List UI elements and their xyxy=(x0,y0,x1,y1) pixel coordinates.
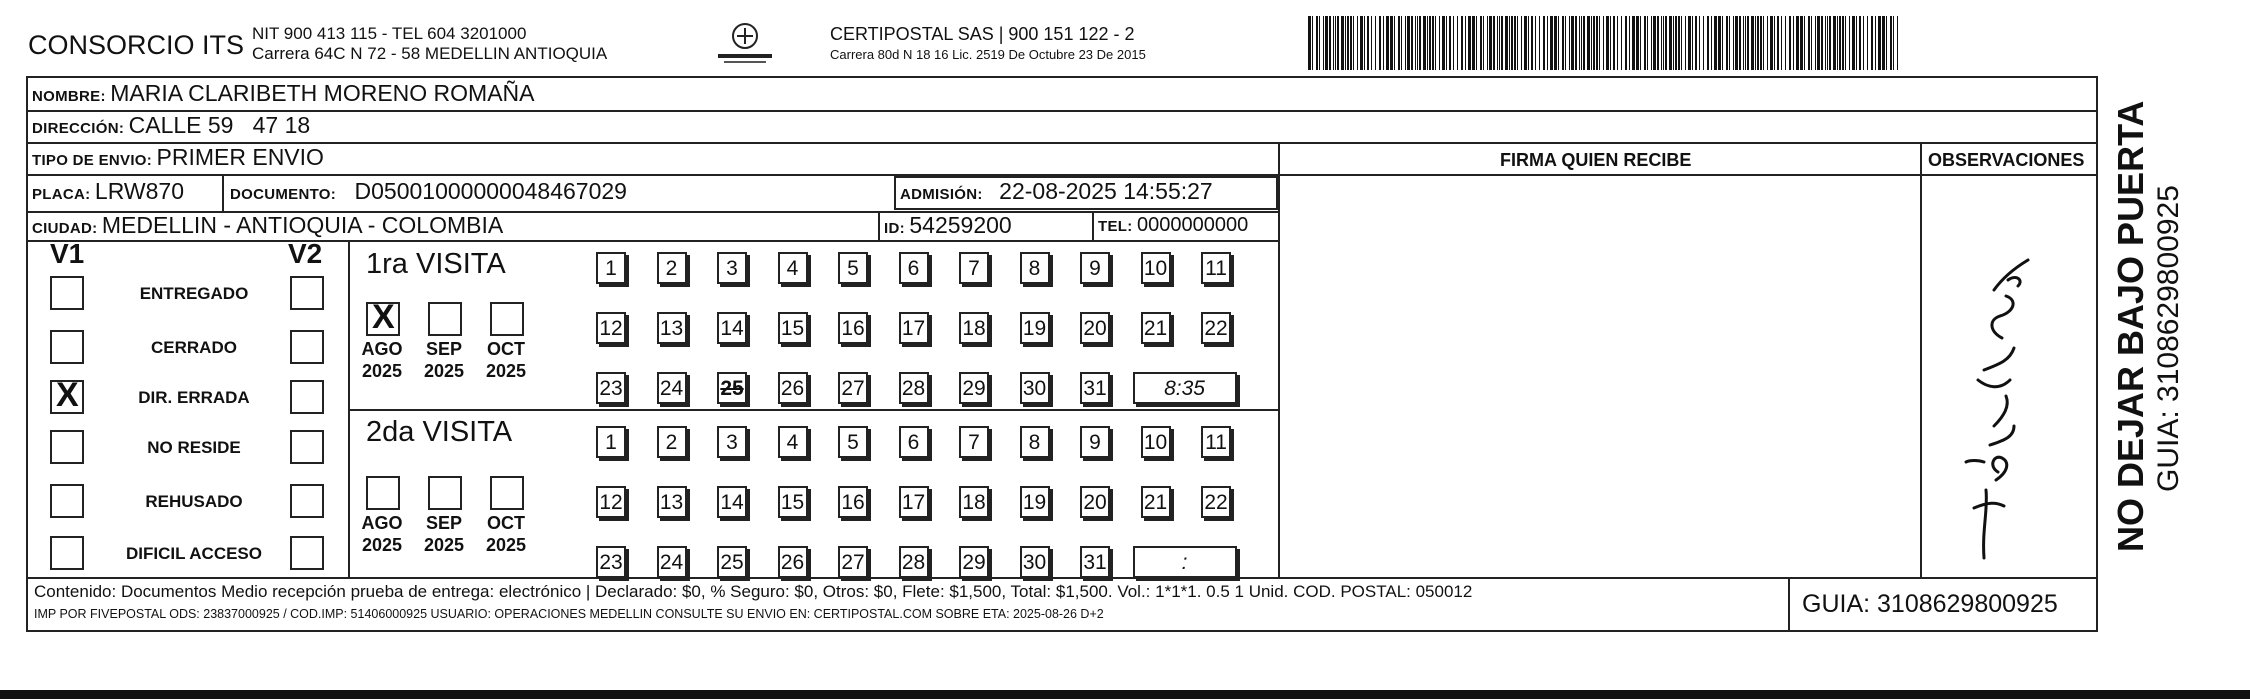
company-nit: NIT 900 413 115 - TEL 604 3201000 xyxy=(252,24,527,43)
visit1-day-15: 15 xyxy=(778,312,808,344)
footer-guia: GUIA: 3108629800925 xyxy=(1802,590,2058,618)
nombre-label: NOMBRE: xyxy=(32,88,106,105)
visit2-year-label-ago: 2025 xyxy=(361,535,403,555)
carrier-name: CERTIPOSTAL SAS | 900 151 122 - 2 xyxy=(830,24,1135,44)
visit2-day-28: 28 xyxy=(899,546,929,578)
visit1-day-4: 4 xyxy=(778,252,808,284)
visit1-day-16: 16 xyxy=(838,312,868,344)
carrier-info xyxy=(830,24,1146,65)
visit2-day-11: 11 xyxy=(1201,426,1231,458)
admision-value: 22-08-2025 14:55:27 xyxy=(999,178,1213,204)
v1-checkbox-entregado xyxy=(50,276,84,310)
visit1-day-17: 17 xyxy=(899,312,929,344)
tel-value: 0000000000 xyxy=(1136,214,1249,236)
visit2-day-7: 7 xyxy=(959,426,989,458)
v1-check-mark: X xyxy=(56,376,79,414)
visit1-day-30: 30 xyxy=(1020,372,1050,404)
visit1-day-26: 26 xyxy=(778,372,808,404)
status-label-no-reside: NO RESIDE xyxy=(147,438,241,457)
visit1-month-label-oct: OCT xyxy=(487,339,525,359)
visit1-day-31: 31 xyxy=(1080,372,1110,404)
visit1-year-label-oct: 2025 xyxy=(485,361,527,381)
visit2-day-20: 20 xyxy=(1080,486,1110,518)
visit2-day-10: 10 xyxy=(1141,426,1171,458)
visit2-day-16: 16 xyxy=(838,486,868,518)
bottom-edge xyxy=(0,690,2250,699)
v1-header: V1 xyxy=(50,238,85,269)
visit2-day-21: 21 xyxy=(1141,486,1171,518)
ciudad-value: MEDELLIN - ANTIOQUIA - COLOMBIA xyxy=(101,212,504,238)
visit1-time-box: 8:35 xyxy=(1133,372,1237,404)
documento-label: DOCUMENTO: xyxy=(230,186,337,203)
visit1-day-5: 5 xyxy=(838,252,868,284)
tipo-label: TIPO DE ENVIO: xyxy=(32,152,153,169)
visit2-month-box-oct xyxy=(490,476,524,510)
visit2-day-30: 30 xyxy=(1020,546,1050,578)
v2-checkbox-rehusado xyxy=(290,484,324,518)
visit2-day-8: 8 xyxy=(1020,426,1050,458)
handwritten-signature-icon xyxy=(1944,240,2068,570)
id-row xyxy=(884,212,1012,239)
visit2-day-9: 9 xyxy=(1080,426,1110,458)
v2-header: V2 xyxy=(288,238,323,269)
side-guia: GUIA: 3108629800925 xyxy=(2152,185,2185,492)
visit1-day-13: 13 xyxy=(657,312,687,344)
barcode xyxy=(1308,16,1904,70)
visit2-day-24: 24 xyxy=(657,546,687,578)
visit2-day-31: 31 xyxy=(1080,546,1110,578)
visit2-title: 2da VISITA xyxy=(366,416,513,448)
visit2-day-29: 29 xyxy=(959,546,989,578)
visit1-day-19: 19 xyxy=(1020,312,1050,344)
v2-checkbox-dir-errada xyxy=(290,380,324,414)
visit1-month-label-sep: SEP xyxy=(425,339,463,359)
v1-checkbox-cerrado xyxy=(50,330,84,364)
visit2-month-box-ago xyxy=(366,476,400,510)
visit1-month-check-mark: X xyxy=(372,298,395,336)
visit2-day-15: 15 xyxy=(778,486,808,518)
tel-label: TEL: xyxy=(1098,218,1133,235)
visit1-day-7: 7 xyxy=(959,252,989,284)
certipostal-logo-icon xyxy=(712,20,778,66)
visit2-month-label-sep: SEP xyxy=(425,513,463,533)
visit1-day-21: 21 xyxy=(1141,312,1171,344)
visit2-year-label-sep: 2025 xyxy=(423,535,465,555)
company-address: Carrera 64C N 72 - 58 MEDELLIN ANTIOQUIA xyxy=(252,44,608,63)
id-value: 54259200 xyxy=(909,212,1012,238)
visit1-day-28: 28 xyxy=(899,372,929,404)
visit2-day-17: 17 xyxy=(899,486,929,518)
visit2-time-box: : xyxy=(1133,546,1237,578)
status-label-rehusado: REHUSADO xyxy=(145,492,243,511)
visit1-year-label-sep: 2025 xyxy=(423,361,465,381)
visit2-day-14: 14 xyxy=(717,486,747,518)
visit2-day-3: 3 xyxy=(717,426,747,458)
visit2-day-13: 13 xyxy=(657,486,687,518)
visit1-day-11: 11 xyxy=(1201,252,1231,284)
visit2-day-27: 27 xyxy=(838,546,868,578)
visit1-day-8: 8 xyxy=(1020,252,1050,284)
admision-label: ADMISIÓN: xyxy=(900,186,983,203)
v1-checkbox-no-reside xyxy=(50,430,84,464)
direccion-row xyxy=(32,112,310,139)
documento-value: D05001000000048467029 xyxy=(354,178,627,204)
visit2-month-label-ago: AGO xyxy=(361,513,403,533)
visit1-day-23: 23 xyxy=(596,372,626,404)
v2-checkbox-no-reside xyxy=(290,430,324,464)
status-label-entregado: ENTREGADO xyxy=(139,284,249,303)
visit2-month-label-oct: OCT xyxy=(487,513,525,533)
documento-row xyxy=(230,178,627,205)
nombre-row xyxy=(32,80,535,107)
footer-contenido: Contenido: Documentos Medio recepción prueba de entrega: electrónico | Declarado: $0, % Seguro: $0, Otros: $0, Flete: $1,500, Total: $1,500. Vol.: 1*1*1. 0.5 1 Unid. COD. POSTAL: 050012 xyxy=(34,582,1473,601)
company-name: CONSORCIO ITS xyxy=(28,30,245,60)
status-label-dificil-acceso: DIFICIL ACCESO xyxy=(125,544,262,563)
visit1-month-box-oct xyxy=(490,302,524,336)
status-label-dir-errada: DIR. ERRADA xyxy=(138,388,250,407)
visit2-day-26: 26 xyxy=(778,546,808,578)
visit1-title: 1ra VISITA xyxy=(366,248,506,280)
tel-row xyxy=(1098,214,1248,237)
carrier-address: Carrera 80d N 18 16 Lic. 2519 De Octubre 23 De 2015 xyxy=(830,47,1146,62)
visit1-day-24: 24 xyxy=(657,372,687,404)
visit1-day-22: 22 xyxy=(1201,312,1231,344)
form-frame xyxy=(26,76,2098,632)
admision-row xyxy=(900,178,1213,205)
v2-checkbox-dificil-acceso xyxy=(290,536,324,570)
visit1-day-20: 20 xyxy=(1080,312,1110,344)
visit1-day-14: 14 xyxy=(717,312,747,344)
placa-label: PLACA: xyxy=(32,186,91,203)
visit1-month-box-sep xyxy=(428,302,462,336)
visit1-day-10: 10 xyxy=(1141,252,1171,284)
nombre-value: MARIA CLARIBETH MORENO ROMAÑA xyxy=(110,80,535,106)
visit1-day-27: 27 xyxy=(838,372,868,404)
footer-imp: IMP POR FIVEPOSTAL ODS: 23837000925 / COD.IMP: 51406000925 USUARIO: OPERACIONES MEDELLIN CONSULTE SU ENVIO EN: CERTIPOSTAL.COM SOBRE ETA: 2025-08-26 D+2 xyxy=(34,607,1104,621)
tipo-row xyxy=(32,144,324,171)
direccion-label: DIRECCIÓN: xyxy=(32,120,125,137)
ciudad-row xyxy=(32,212,503,239)
visit1-day-12: 12 xyxy=(596,312,626,344)
visit2-day-18: 18 xyxy=(959,486,989,518)
visit2-year-label-oct: 2025 xyxy=(485,535,527,555)
visit1-month-label-ago: AGO xyxy=(361,339,403,359)
firma-header: FIRMA QUIEN RECIBE xyxy=(1500,150,1692,170)
company-info xyxy=(252,24,607,64)
direccion-value: CALLE 59 47 18 xyxy=(128,112,311,138)
visit1-day-3: 3 xyxy=(717,252,747,284)
visit2-day-19: 19 xyxy=(1020,486,1050,518)
observaciones-header: OBSERVACIONES xyxy=(1928,150,2085,170)
visit2-day-2: 2 xyxy=(657,426,687,458)
visit1-year-label-ago: 2025 xyxy=(361,361,403,381)
ciudad-label: CIUDAD: xyxy=(32,220,98,237)
visit2-month-box-sep xyxy=(428,476,462,510)
visit2-day-23: 23 xyxy=(596,546,626,578)
status-label-cerrado: CERRADO xyxy=(151,338,237,357)
v1-checkbox-dificil-acceso xyxy=(50,536,84,570)
v2-checkbox-cerrado xyxy=(290,330,324,364)
side-warning: NO DEJAR BAJO PUERTA xyxy=(2110,100,2151,552)
placa-value: LRW870 xyxy=(94,178,184,204)
visit2-day-22: 22 xyxy=(1201,486,1231,518)
visit1-day-6: 6 xyxy=(899,252,929,284)
visit1-day-1: 1 xyxy=(596,252,626,284)
v1-checkbox-rehusado xyxy=(50,484,84,518)
tipo-value: PRIMER ENVIO xyxy=(156,144,324,170)
visit2-day-6: 6 xyxy=(899,426,929,458)
id-label: ID: xyxy=(884,220,905,237)
visit1-day-9: 9 xyxy=(1080,252,1110,284)
visit2-day-4: 4 xyxy=(778,426,808,458)
v2-checkbox-entregado xyxy=(290,276,324,310)
visit1-day-18: 18 xyxy=(959,312,989,344)
visit2-day-5: 5 xyxy=(838,426,868,458)
visit1-day-29: 29 xyxy=(959,372,989,404)
visit2-day-25: 25 xyxy=(717,546,747,578)
visit2-day-1: 1 xyxy=(596,426,626,458)
placa-row xyxy=(32,178,184,205)
visit1-day-25: 25 xyxy=(717,372,747,404)
visit2-day-12: 12 xyxy=(596,486,626,518)
visit1-day-2: 2 xyxy=(657,252,687,284)
